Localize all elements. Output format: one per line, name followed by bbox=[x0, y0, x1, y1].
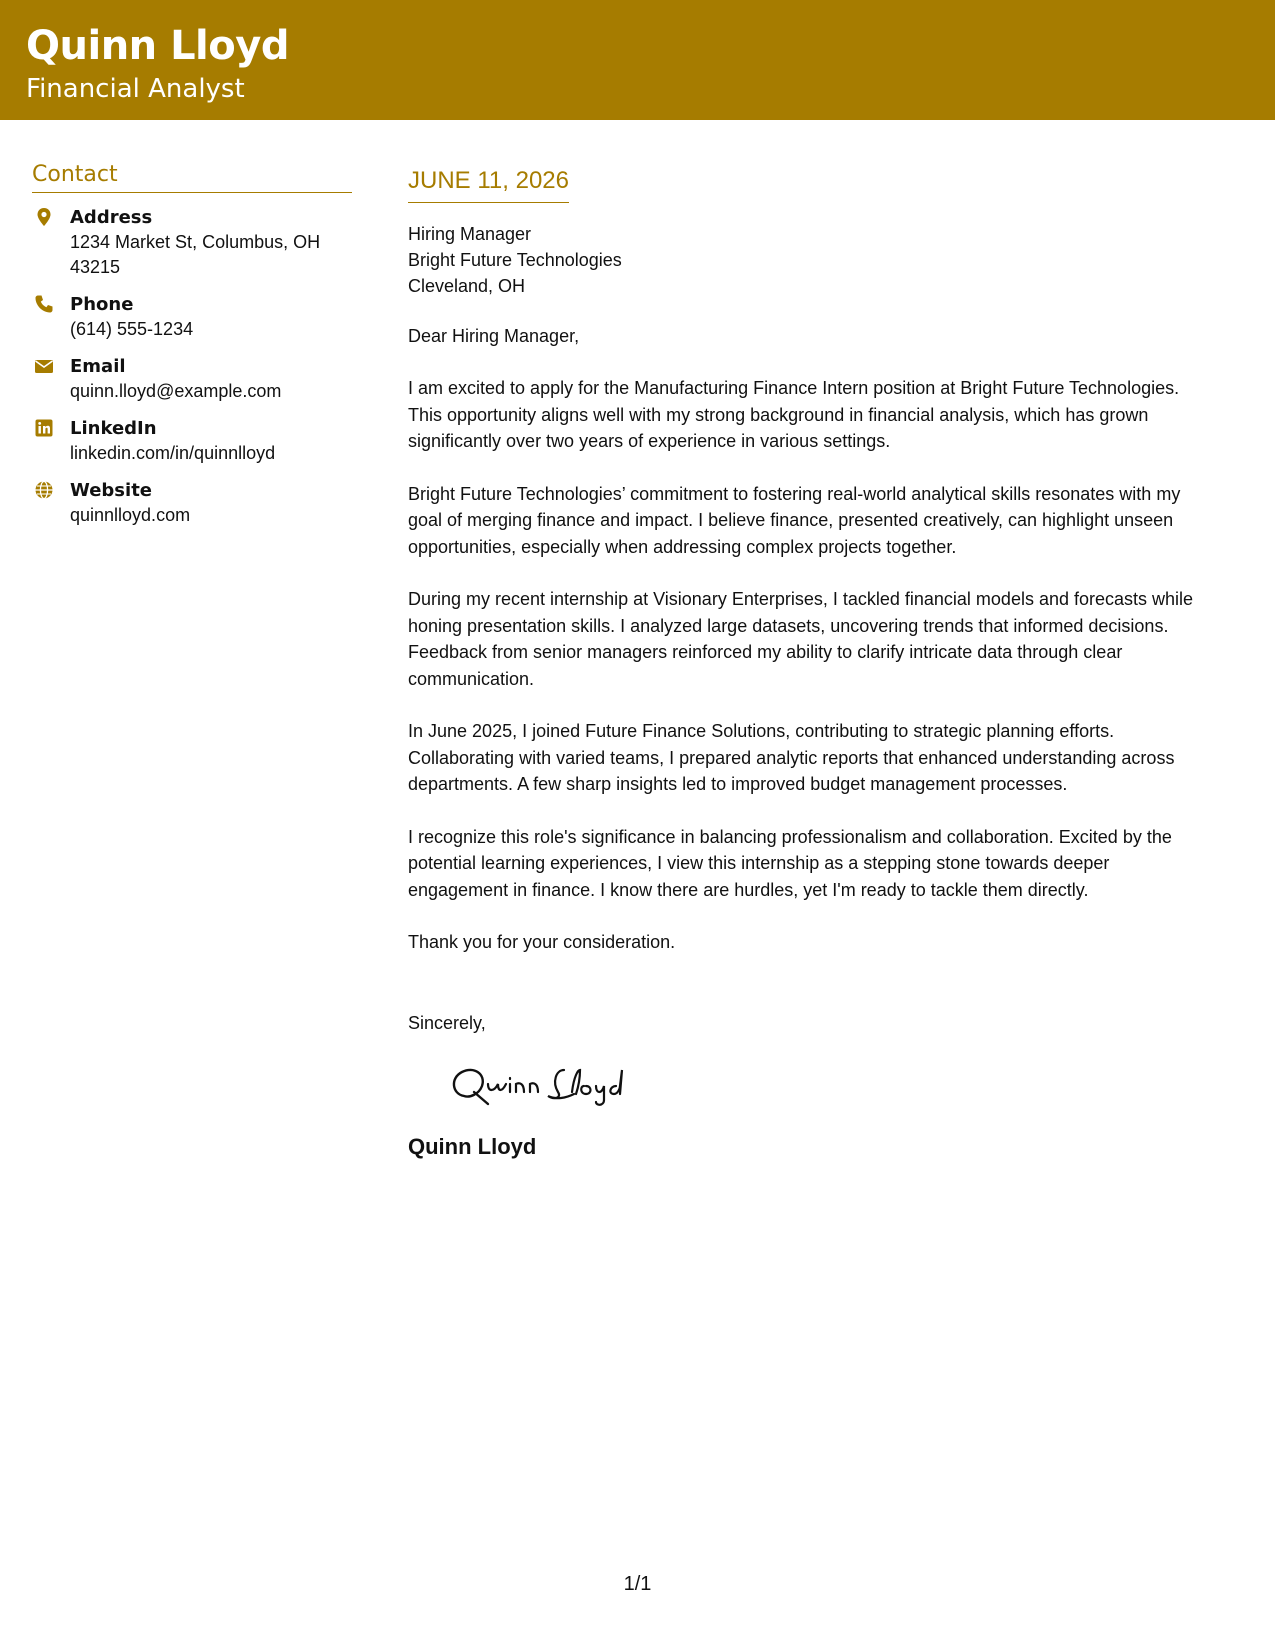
contact-sidebar bbox=[32, 160, 352, 540]
paragraph-line: departments. A few sharp insights led to improved budget management processes. bbox=[408, 774, 1068, 794]
contact-value-website: quinnlloyd.com bbox=[70, 505, 191, 525]
letter-body bbox=[408, 164, 1238, 1162]
contact-item-email bbox=[32, 354, 352, 404]
contact-list bbox=[32, 205, 352, 528]
paragraph-line: significantly over two years of experience in various settings. bbox=[408, 431, 891, 451]
letter-date: JUNE 11, 2026 bbox=[408, 164, 569, 203]
paragraph-2 bbox=[408, 481, 1238, 561]
paragraph-3 bbox=[408, 586, 1238, 692]
phone-icon bbox=[34, 294, 54, 314]
recipient-line: Hiring Manager bbox=[408, 224, 532, 244]
paragraph-line: engagement in finance. I know there are hurdles, yet I'm ready to tackle them directly. bbox=[408, 879, 1089, 900]
paragraph-line: honing presentation skills. I analyzed large datasets, uncovering trends that informed decisions. bbox=[408, 615, 1169, 636]
candidate-title: Financial Analyst bbox=[26, 74, 245, 104]
contact-value-linkedin: linkedin.com/in/quinnlloyd bbox=[70, 443, 276, 463]
contact-label-address: Address bbox=[70, 207, 153, 228]
page-number: 1/1 bbox=[623, 1573, 652, 1595]
closing: Sincerely, bbox=[408, 1012, 486, 1033]
recipient-line: Cleveland, OH bbox=[408, 276, 526, 296]
paragraph-line: Bright Future Technologies’ commitment to fostering real-world analytical skills resonates with my bbox=[408, 483, 1181, 504]
contact-value-email: quinn.lloyd@example.com bbox=[70, 381, 282, 401]
paragraph-line: opportunities, especially when addressing complex projects together. bbox=[408, 536, 957, 557]
paragraph-line: I recognize this role's significance in balancing professionalism and collaboration. Excited by the bbox=[408, 826, 1172, 847]
handwritten-signature bbox=[444, 1056, 644, 1116]
contact-value-phone: (614) 555-1234 bbox=[70, 319, 194, 339]
paragraph-1 bbox=[408, 375, 1238, 455]
paragraph-line: potential learning experiences, I view this internship as a stepping stone towards deeper bbox=[408, 853, 1110, 873]
contact-label-linkedin: LinkedIn bbox=[70, 418, 157, 439]
linkedin-icon bbox=[34, 418, 54, 438]
paragraph-line: In June 2025, I joined Future Finance Solutions, contributing to strategic planning efforts. bbox=[408, 721, 1115, 741]
candidate-name: Quinn Lloyd bbox=[26, 23, 289, 69]
contact-label-email: Email bbox=[70, 356, 126, 377]
paragraph-line: Thank you for your consideration. bbox=[408, 932, 676, 952]
recipient-line: Bright Future Technologies bbox=[408, 250, 622, 270]
paragraph-line: goal of merging finance and impact. I believe finance, presented creatively, can highlight unseen bbox=[408, 510, 1174, 530]
recipient-block bbox=[408, 221, 1238, 299]
paragraph-line: I am excited to apply for the Manufacturing Finance Intern position at Bright Future Technologies. bbox=[408, 378, 1180, 398]
globe-icon bbox=[34, 480, 54, 500]
signer-name: Quinn Lloyd bbox=[408, 1133, 537, 1159]
contact-label-website: Website bbox=[70, 480, 153, 501]
paragraph-line: During my recent internship at Visionary Enterprises, I tackled financial models and forecasts while bbox=[408, 589, 1194, 609]
paragraph-line: Collaborating with varied teams, I prepared analytic reports that enhanced understanding across bbox=[408, 747, 1175, 768]
paragraph-line: communication. bbox=[408, 668, 535, 689]
contact-item-phone bbox=[32, 292, 352, 342]
paragraph-line: Feedback from senior managers reinforced my ability to clarify intricate data through clear bbox=[408, 642, 1123, 662]
header-banner bbox=[0, 0, 1275, 120]
contact-value-address-line-1: 1234 Market St, Columbus, OH bbox=[70, 232, 321, 252]
contact-item-linkedin bbox=[32, 416, 352, 466]
contact-item-address bbox=[32, 205, 352, 280]
paragraph-6 bbox=[408, 929, 1238, 956]
salutation: Dear Hiring Manager, bbox=[408, 326, 580, 346]
contact-value-address-line-2: 43215 bbox=[70, 257, 121, 277]
paragraph-4 bbox=[408, 718, 1238, 798]
contact-item-website bbox=[32, 478, 352, 528]
envelope-icon bbox=[34, 356, 54, 376]
paragraph-5 bbox=[408, 824, 1238, 904]
paragraph-line: This opportunity aligns well with my strong background in financial analysis, which has grown bbox=[408, 404, 1149, 425]
contact-label-phone: Phone bbox=[70, 294, 134, 315]
map-pin-icon bbox=[34, 207, 54, 227]
contact-heading: Contact bbox=[32, 160, 352, 193]
